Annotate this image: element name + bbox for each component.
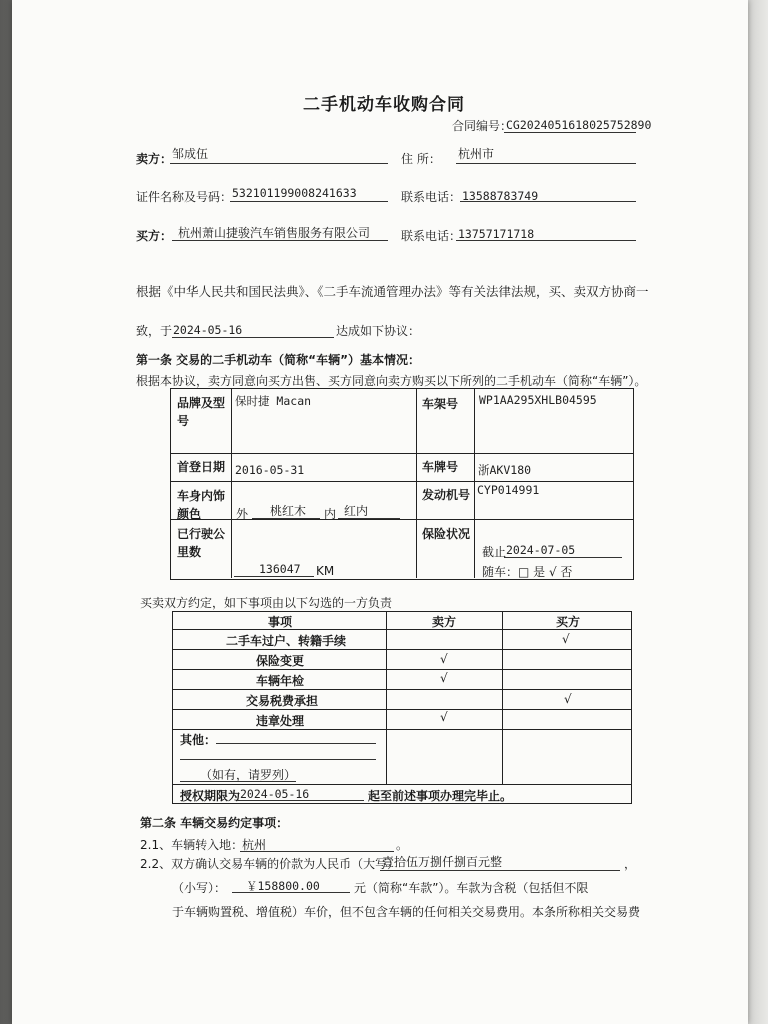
seller-phone: 13588783749 <box>462 189 539 203</box>
registration-date-label: 首登日期 <box>177 460 226 474</box>
duties-header-seller: 卖方 <box>432 615 457 629</box>
table-line <box>170 481 633 482</box>
table-line <box>386 611 387 784</box>
seller-phone-label: 联系电话： <box>401 190 462 204</box>
id-value: 532101199008241633 <box>232 186 357 200</box>
duty-buyer-check: √ <box>564 692 572 706</box>
duty-item-inspection: 车辆年检 <box>256 674 305 688</box>
underline <box>216 743 376 744</box>
color-label-2: 颜色 <box>177 507 202 521</box>
table-line <box>502 611 503 784</box>
article-2-heading: 第二条 车辆交易约定事项： <box>140 816 289 830</box>
seller-name: 邹成伍 <box>172 147 209 161</box>
vin-label: 车架号 <box>422 397 459 411</box>
duty-item-transfer: 二手车过户、转籍手续 <box>226 634 347 648</box>
intro-line-2-post: 达成如下协议： <box>336 324 421 338</box>
seller-address: 杭州市 <box>458 147 495 161</box>
insurance-date: 2024-07-05 <box>506 543 576 557</box>
underline <box>234 576 314 577</box>
duty-buyer-check: √ <box>562 632 570 646</box>
underline <box>238 800 364 801</box>
deadline-post: 起至前述事项办理完毕止。 <box>368 789 513 803</box>
table-line <box>231 388 232 578</box>
vin-value: WP1AA295XHLB04595 <box>479 393 597 407</box>
duty-seller-check: √ <box>440 671 448 685</box>
article-1-heading: 第一条 交易的二手机动车（简称“车辆”）基本情况： <box>136 353 420 367</box>
seller-address-label: 住 所： <box>401 152 441 166</box>
mileage-label: 已行驶公 <box>177 527 226 541</box>
interior-color: 红内 <box>344 504 369 518</box>
duty-item-insurance: 保险变更 <box>256 654 305 668</box>
underline <box>504 132 636 133</box>
underline <box>380 870 620 871</box>
mileage-label-2: 里数 <box>177 545 202 559</box>
transfer-destination: 杭州 <box>242 838 267 852</box>
underline <box>180 781 296 782</box>
id-label: 证件名称及号码： <box>136 190 233 204</box>
duty-item-violations: 违章处理 <box>256 714 305 728</box>
other-label: 其他： <box>180 733 217 747</box>
underline <box>252 518 320 519</box>
mileage-unit: KM <box>316 564 335 578</box>
price-small-label: （小写）： <box>172 881 227 895</box>
brand-label: 品牌及型 <box>177 396 226 410</box>
underline <box>172 337 334 338</box>
table-line <box>172 689 631 690</box>
duties-lead: 买卖双方约定，如下事项由以下勾选的一方负责 <box>140 596 393 610</box>
buyer-label: 买方： <box>136 229 173 243</box>
deadline-date: 2024-05-16 <box>240 787 310 801</box>
underline <box>240 851 394 852</box>
other-hint: （如有，请罗列） <box>200 768 297 782</box>
agreement-date: 2024-05-16 <box>173 323 243 337</box>
buyer-name: 杭州萧山捷骏汽车销售服务有限公司 <box>178 226 371 240</box>
insurance-onboard: 随车：□ 是 √ 否 <box>482 565 573 579</box>
article-1-lead: 根据本协议，卖方同意向买方出售、买方同意向卖方购买以下所列的二手机动车（简称“车辆”）。 <box>136 374 647 388</box>
insurance-until-label: 截止 <box>482 545 507 559</box>
duty-seller-check: √ <box>440 652 448 666</box>
underline <box>180 759 376 760</box>
table-line <box>172 669 631 670</box>
table-line <box>474 388 475 578</box>
registration-date: 2016-05-31 <box>235 463 305 477</box>
duties-header-buyer: 买方 <box>556 615 581 629</box>
contract-no-value: CG2024051618025752890 <box>506 118 652 132</box>
intro-line-2-pre: 致，于 <box>136 324 173 338</box>
insurance-label: 保险状况 <box>422 527 471 541</box>
plate-value: 浙AKV180 <box>478 463 532 477</box>
underline <box>170 163 388 164</box>
color-label: 车身内饰 <box>177 489 226 503</box>
interior-label: 内 <box>324 507 337 521</box>
duty-item-tax: 交易税费承担 <box>246 694 319 708</box>
underline <box>232 892 350 893</box>
clause-2-1-label: 2.1、车辆转入地： <box>140 838 244 852</box>
clause-2-1-end: 。 <box>396 838 409 852</box>
buyer-phone: 13757171718 <box>458 227 535 241</box>
duties-header-item: 事项 <box>268 615 293 629</box>
clause-2-2-continued: 于车辆购置税、增值税）车价，但不包含车辆的任何相关交易费用。本条所称相关交易费 <box>172 905 641 919</box>
table-line <box>172 784 631 785</box>
underline <box>230 201 388 202</box>
table-line <box>170 453 633 454</box>
table-line <box>172 629 631 630</box>
contract-no-label: 合同编号： <box>452 119 513 133</box>
intro-line-1: 根据《中华人民共和国民法典》、《二手车流通管理办法》等有关法律法规，买、卖双方协商一 <box>136 284 649 299</box>
underline <box>456 163 636 164</box>
engine-value: CYP014991 <box>477 483 540 497</box>
contract-title: 二手机动车收购合同 <box>303 95 465 115</box>
underline <box>460 201 636 202</box>
buyer-phone-label: 联系电话： <box>401 229 462 243</box>
underline <box>504 557 622 558</box>
price-small-value: ￥158800.00 <box>246 879 320 893</box>
seller-label: 卖方： <box>136 152 173 166</box>
table-line <box>172 729 631 730</box>
exterior-label: 外 <box>236 507 249 521</box>
table-line <box>172 649 631 650</box>
mileage-value: 136047 <box>259 562 301 576</box>
brand-label-2: 号 <box>177 414 190 428</box>
clause-2-2-label: 2.2、双方确认交易车辆的价款为人民币（大写） <box>140 857 400 871</box>
table-line <box>172 709 631 710</box>
underline <box>456 240 636 241</box>
engine-label: 发动机号 <box>422 488 471 502</box>
clause-2-2-comma: ， <box>624 857 637 871</box>
deadline-label: 授权期限为 <box>180 789 241 803</box>
price-uppercase: 壹拾伍万捌仟捌百元整 <box>382 855 503 869</box>
exterior-color: 桃红木 <box>270 504 307 518</box>
duty-seller-check: √ <box>440 710 448 724</box>
plate-label: 车牌号 <box>422 460 459 474</box>
underline <box>338 518 400 519</box>
price-small-post: 元（简称“车款”）。车款为含税（包括但不限 <box>354 881 589 895</box>
brand-value: 保时捷 Macan <box>235 394 312 408</box>
underline <box>172 240 388 241</box>
table-line <box>416 388 417 578</box>
